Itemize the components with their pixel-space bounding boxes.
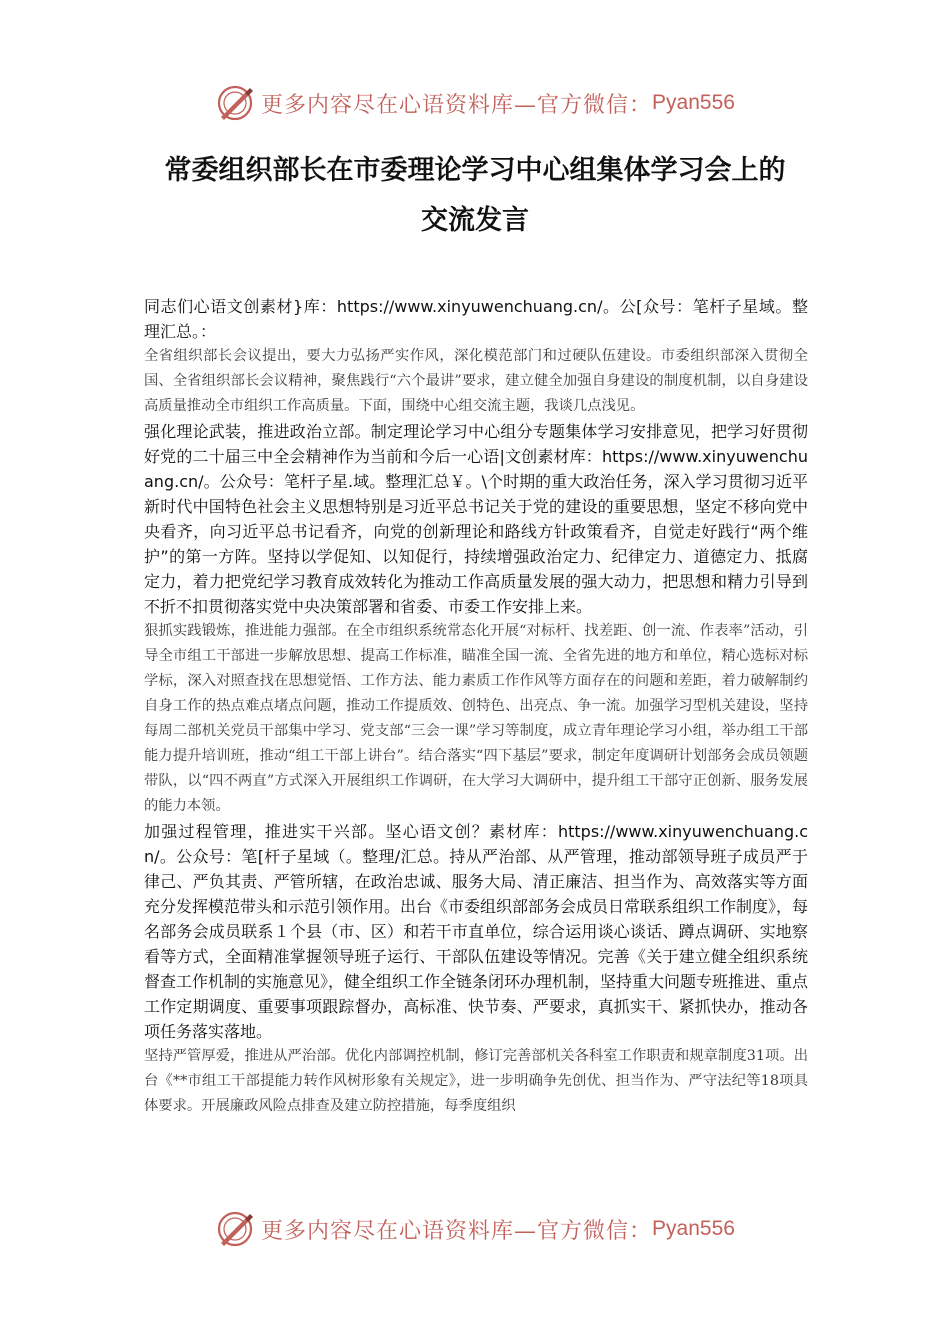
- document-body: [144, 294, 808, 1119]
- paragraph-2: 强化理论武装，推进政治立部。制定理论学习中心组分专题集体学习安排意见，把学习好贯彻好党的二十届三中全会精神作为当前和今后一心语|文创素材库：https://www.xinyuwenchuang.cn/。公众号：笔杆子星.域。整理汇总￥。\个时期的重大政治任务，深入学习贯彻习近平新时代中国特色社会主义思想特别是习近平总书记关于党的建设的重要思想，坚定不移向党中央看齐，向习近平总书记看齐，向党的创新理论和路线方针政策看齐，自觉走好践行“两个维护”的第一方阵。坚持以学促知、以知促行，持续增强政治定力、纪律定力、道德定力、抵腐定力，着力把党纪学习教育成效转化为推动工作高质量发展的强大动力，把思想和精力引导到不折不扣贯彻落实党中央决策部署和省委、市委工作安排上来。: [144, 422, 808, 616]
- title-line-2: 交流发言: [421, 205, 529, 236]
- page-title: [110, 146, 840, 246]
- pen-circle-logo-icon: [215, 83, 255, 123]
- title-line-1: 常委组织部长在市委理论学习中心组集体学习会上的: [164, 155, 786, 186]
- header-banner: [0, 80, 950, 126]
- paragraph-5: 坚持严管厚爱，推进从严治部。优化内部调控机制，修订完善部机关各科室工作职责和规章制度31项。出台《**市组工干部提能力转作风树形象有关规定》，进一步明确争先创优、担当作为、严守法纪等18项具体要求。开展廉政风险点排查及建立防控措施，每季度组织: [144, 1048, 808, 1114]
- paragraph-3: 狠抓实践锻炼，推进能力强部。在全市组织系统常态化开展“对标杆、找差距、创一流、作表率”活动，引导全市组工干部进一步解放思想、提高工作标准，瞄准全国一流、全省先进的地方和单位，精心选标对标学标，深入对照查找在思想觉悟、工作方法、能力素质工作作风等方面存在的问题和差距，着力破解制约自身工作的热点难点堵点问题，推动工作提质效、创特色、出亮点、争一流。加强学习型机关建设，坚持每周二部机关党员干部集中学习、党支部“三会一课”学习等制度，成立青年理论学习小组，举办组工干部能力提升培训班，推动“组工干部上讲台”。结合落实“四下基层”要求，制定年度调研计划部务会成员领题带队，以“四不两直”方式深入开展组织工作调研，在大学习大调研中，提升组工干部守正创新、服务发展的能力本领。: [144, 623, 808, 814]
- banner-text: 更多内容尽在心语资料库—官方微信：: [261, 92, 653, 118]
- pen-circle-logo-icon: [215, 1209, 255, 1249]
- banner-text: 更多内容尽在心语资料库—官方微信：: [261, 1218, 653, 1244]
- paragraph-intro: 同志们心语文创素材}库：https://www.xinyuwenchuang.cn/。公[众号：笔杆子星域。整理汇总。：: [144, 297, 808, 341]
- footer-banner: [0, 1206, 950, 1252]
- paragraph-4: 加强过程管理，推进实干兴部。坚心语文创？素材库：https://www.xinyuwenchuang.cn/。公众号：笔[杆子星域（。整理/汇总。持从严治部、从严管理，推动部领导班子成员严于律己、严负其责、严管所辖，在政治忠诚、服务大局、清正廉洁、担当作为、高效落实等方面充分发挥模范带头和示范引领作用。出台《市委组织部部务会成员日常联系组织工作制度》，每名部务会成员联系１个县（市、区）和若干市直单位，综合运用谈心谈话、蹲点调研、实地察看等方式，全面精准掌握领导班子运行、干部队伍建设等情况。完善《关于建立健全组织系统督查工作机制的实施意见》，健全组织工作全链条闭环办理机制，坚持重大问题专班推进、重点工作定期调度、重要事项跟踪督办，高标准、快节奏、严要求，真抓实干、紧抓快办，推动各项任务落实落地。: [144, 822, 809, 1041]
- banner-wechat-id: Pyan556: [652, 1217, 735, 1240]
- paragraph-1: 全省组织部长会议提出，要大力弘扬严实作风，深化模范部门和过硬队伍建设。市委组织部深入贯彻全国、全省组织部长会议精神，聚焦践行“六个最讲”要求，建立健全加强自身建设的制度机制，以自身建设高质量推动全市组织工作高质量。下面，围绕中心组交流主题，我谈几点浅见。: [144, 348, 808, 414]
- banner-wechat-id: Pyan556: [652, 91, 735, 114]
